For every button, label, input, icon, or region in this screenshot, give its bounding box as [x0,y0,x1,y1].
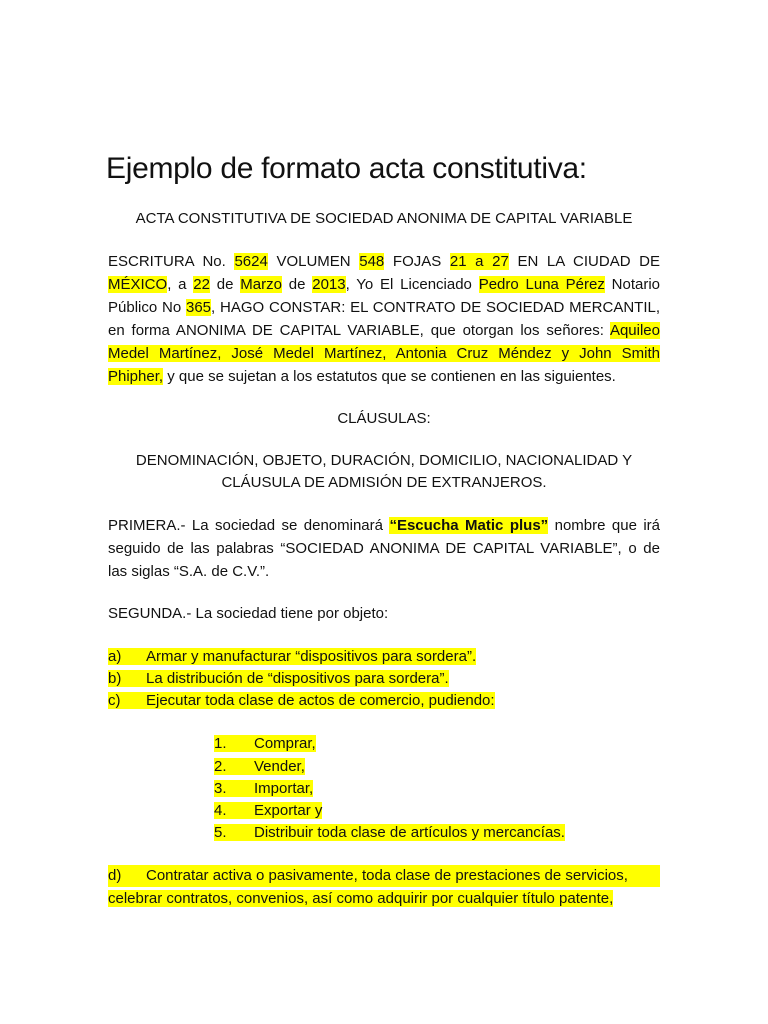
clausulas-label: CLÁUSULAS: [337,410,431,427]
dia: 22 [193,276,210,293]
document-title: Ejemplo de formato acta constitutiva: [106,152,587,185]
segunda-line: SEGUNDA.- La sociedad tiene por objeto: [108,605,389,622]
socios-b: Medel Martínez, José Medel Martínez, Antonia Cruz Méndez y John Smith [108,345,660,362]
paragraph-1-line-4: en forma ANONIMA DE CAPITAL VARIABLE, que otorgan los señores: Aquileo [108,322,660,339]
object-text: La distribución de “dispositivos para sordera”. [146,670,449,687]
object-label: c) [108,692,121,709]
volumen-number: 548 [359,253,385,270]
object-label: d) [108,867,122,884]
sub-heading-1: DENOMINACIÓN, OBJETO, DURACIÓN, DOMICILIO, NACIONALIDAD Y [135,452,633,469]
primera-line-1: PRIMERA.- La sociedad se denominará “Escucha Matic plus” nombre que irá [108,517,661,534]
notaria-number: 365 [186,299,212,316]
company-name: “Escucha Matic plus” [389,517,549,534]
object-label: b) [108,670,122,687]
object-item-c [108,690,660,712]
paragraph-1-line-2: MÉXICO, a 22 de Marzo de 2013, Yo El Licenciado Pedro Luna Pérez Notario [108,276,661,293]
fojas-range: 21 a 27 [449,253,509,270]
object-item-b [108,668,660,690]
primera-line-3: las siglas “S.A. de C.V.”. [108,563,270,580]
paragraph-1-line-1: ESCRITURA No. 5624 VOLUMEN 548 FOJAS 21 a 27 EN LA CIUDAD DE [108,253,661,270]
object-text: Ejecutar toda clase de actos de comercio, pudiendo: [146,692,495,709]
object-item-d-line-1: d) Contratar activa o pasivamente, toda clase de prestaciones de servicios, [108,865,660,887]
sublist-item-3: 3. Importar, [214,780,314,797]
socios-a: Aquileo [609,322,660,339]
socios-c: Phipher, [108,368,164,385]
primera-line-2: seguido de las palabras “SOCIEDAD ANONIMA DE CAPITAL VARIABLE”, o de [108,540,660,557]
sublist-item-1: 1. Comprar, [214,735,316,752]
paragraph-1-line-6: Phipher, y que se sujetan a los estatutos que se contienen en las siguientes. [108,368,616,385]
paragraph-1-line-5 [108,343,660,365]
object-item-a [108,646,660,668]
acta-heading: ACTA CONSTITUTIVA DE SOCIEDAD ANONIMA DE CAPITAL VARIABLE [135,210,633,227]
anio: 2013 [312,276,346,293]
object-item-d-line-2: celebrar contratos, convenios, así como adquirir por cualquier título patente, [108,890,614,907]
sublist-item-2: 2. Vender, [214,758,305,775]
object-text: Armar y manufacturar “dispositivos para sordera”. [146,648,477,665]
ciudad: MÉXICO [108,276,168,293]
mes: Marzo [240,276,282,293]
sublist-item-5: 5. Distribuir toda clase de artículos y mercancías. [214,824,565,841]
escritura-number: 5624 [234,253,268,270]
sub-heading-2: CLÁUSULA DE ADMISIÓN DE EXTRANJEROS. [221,474,547,491]
notario-name: Pedro Luna Pérez [478,276,605,293]
object-label: a) [108,648,122,665]
paragraph-1-line-3: Público No 365, HAGO CONSTAR: EL CONTRATO DE SOCIEDAD MERCANTIL, [108,299,661,316]
sublist-item-4: 4. Exportar y [214,802,323,819]
